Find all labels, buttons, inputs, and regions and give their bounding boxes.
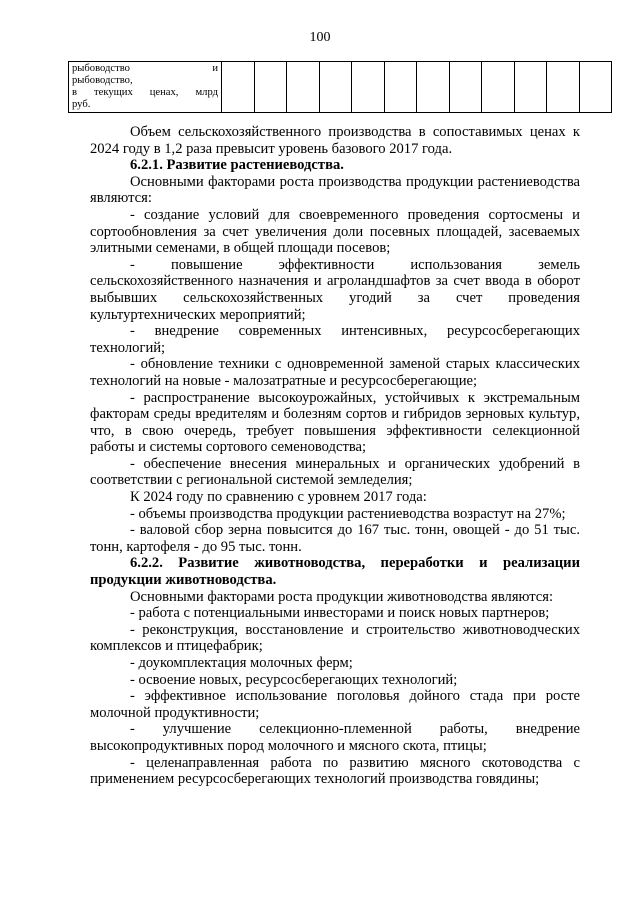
label-line: рыбоводство,: [72, 75, 133, 86]
section-heading: 6.2.1. Развитие растениеводства.: [130, 157, 344, 174]
paragraph: - доукомплектация молочных ферм;: [130, 655, 353, 671]
table-cell: [319, 62, 352, 113]
table-cell: [482, 62, 515, 113]
table-cell: [222, 62, 255, 113]
label-line: рыбоводство и: [72, 63, 218, 74]
paragraph: - целенаправленная работа по развитию мясного скотоводства с применением ресурсосберегающих технологий производства говядины;: [90, 754, 580, 788]
table-cell: [579, 62, 612, 113]
paragraph: - валовой сбор зерна повысится до 167 тыс. тонн, овощей - до 51 тыс. тонн, картофеля - до 95 тыс. тонн.: [90, 522, 580, 555]
table-cell: [287, 62, 320, 113]
paragraph: Основными факторами роста производства продукции растениеводства являются:: [90, 173, 580, 207]
paragraph: - обеспечение внесения минеральных и органических удобрений в соответствии с региональной системой земледелия;: [90, 455, 580, 489]
paragraph: - внедрение современных интенсивных, ресурсосберегающих технологий;: [90, 323, 580, 356]
table-cell: [384, 62, 417, 113]
paragraph: - создание условий для своевременного проведения сортосмены и сортообновления за счет увеличения доли посевных площадей, засеваемых элитными семенами, в общей площади посевов;: [90, 206, 580, 257]
paragraph: К 2024 году по сравнению с уровнем 2017 года:: [130, 489, 427, 506]
table-cell: [547, 62, 580, 113]
paragraph: Основными факторами роста продукции животноводства являются:: [130, 588, 554, 605]
paragraph: - улучшение селекционно-племенной работы, внедрение высокопродуктивных пород молочного и мясного скота, птицы;: [90, 721, 580, 754]
paragraph: - работа с потенциальными инвесторами и поиск новых партнеров;: [130, 605, 550, 622]
table-cell: [254, 62, 287, 113]
section-heading: 6.2.2. Развитие животноводства, переработки и реализации продукции животноводства.: [90, 555, 580, 589]
paragraph: - освоение новых, ресурсосберегающих технологий;: [130, 671, 458, 688]
paragraph: - эффективное использование поголовья дойного стада при росте молочной продуктивности;: [90, 688, 580, 721]
table-row: [69, 62, 612, 113]
page-number: 100: [309, 30, 331, 45]
table-cell: [417, 62, 450, 113]
body-text: [90, 124, 580, 788]
paragraph: - обновление техники с одновременной заменой старых классических технологий на новые - малозатратные и ресурсосберегающие;: [90, 356, 580, 389]
paragraph: - объемы производства продукции растениеводства возрастут на 27%;: [130, 505, 566, 522]
table-row-label: [69, 62, 222, 113]
paragraph: - повышение эффективности использования земель сельскохозяйственного назначения и агроландшафтов за счет ввода в оборот выбывших сельскохозяйственных угодий за счет проведения культуртехнических мероприятий;: [90, 256, 580, 323]
paragraph: - распространение высокоурожайных, устойчивых к экстремальным факторам среды вредителям и болезням сортов и гибридов зерновых культур, что, в свою очередь, требует повышения эффективности селекционной работы и системы сортового семеноводства;: [90, 389, 580, 456]
label-line: руб.: [72, 99, 91, 110]
paragraph: - реконструкция, восстановление и строительство животноводческих комплексов и птицефабрик;: [90, 621, 580, 655]
label-line: в текущих ценах, млрд: [72, 87, 218, 98]
table-cell: [514, 62, 547, 113]
continued-table: [68, 61, 612, 113]
table-cell: [449, 62, 482, 113]
table-cell: [352, 62, 385, 113]
paragraph: Объем сельскохозяйственного производства в сопоставимых ценах к 2024 году в 1,2 раза превысит уровень базового 2017 года.: [90, 124, 580, 157]
